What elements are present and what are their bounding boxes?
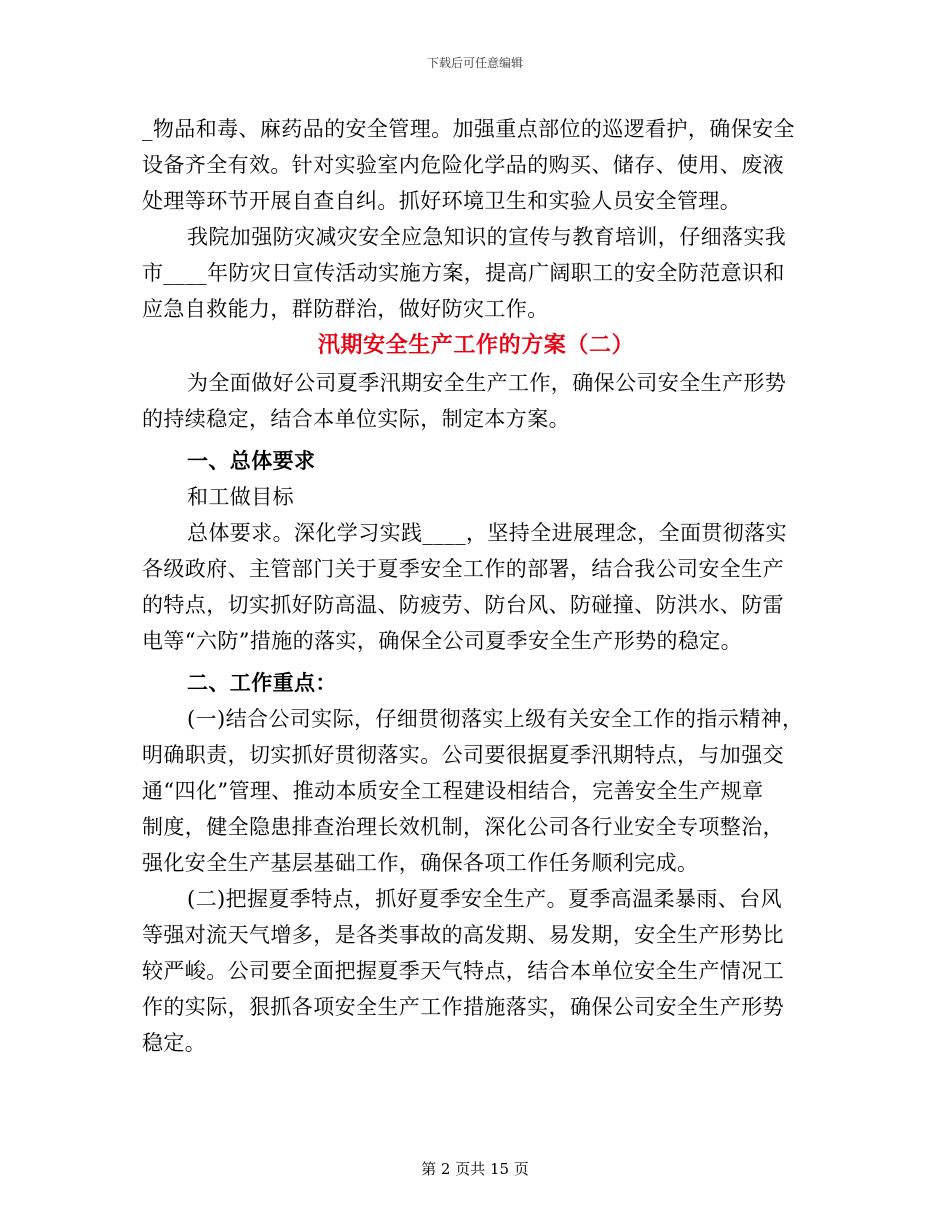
heading-work-focus: 二、工作重点： xyxy=(187,670,337,695)
page-footer: 第 2 页共 15 页 xyxy=(421,1160,529,1178)
text-line: (二)把握夏季特点，抓好夏季安全生产。夏季高温柔暴雨、台风 xyxy=(187,887,782,911)
text-line: 制度，健全隐患排查治理长效机制，深化公司各行业安全专项整治， xyxy=(142,815,784,839)
text-line: 作的实际，狠抓各项安全生产工作措施落实，确保公司安全生产形势 xyxy=(142,995,784,1019)
page-header: 下载后可任意编辑 xyxy=(426,56,523,70)
text-line: 明确职责，切实抓好贯彻落实。公司要很据夏季汛期特点，与加强交 xyxy=(142,743,784,767)
subheading-goals: 和工做目标 xyxy=(187,485,294,509)
text-line: 较严峻。公司要全面把握夏季天气特点，结合本单位安全生产情况工 xyxy=(142,959,784,983)
text-line: 总体要求。深化学习实践____，坚持全进展理念，全面贯彻落实 xyxy=(187,521,787,545)
text-line: 设备齐全有效。针对实验室内危险化学品的购买、储存、使用、废液 xyxy=(142,153,784,177)
text-line: 强化安全生产基层基础工作，确保各项工作任务顺利完成。 xyxy=(142,851,699,875)
text-line: 我院加强防灾减灾安全应急知识的宣传与教育培训，仔细落实我 xyxy=(187,225,787,249)
text-line: 应急自救能力，群防群治，做好防灾工作。 xyxy=(142,297,549,321)
document-body xyxy=(142,111,810,1061)
paragraph-disaster-prevention xyxy=(142,219,810,327)
paragraph-intro xyxy=(142,365,810,437)
text-line: 为全面做好公司夏季汛期安全生产工作，确保公司安全生产形势 xyxy=(187,371,787,395)
section-title: 汛期安全生产工作的方案（二） xyxy=(317,332,635,358)
text-line: 通“四化”管理、推动本质安全工程建设相结合，完善安全生产规章 xyxy=(142,779,764,803)
heading-general-requirements: 一、总体要求 xyxy=(187,448,316,473)
text-line: 市____年防灾日宣传活动实施方案，提高广阔职工的安全防范意识和 xyxy=(142,261,785,285)
text-line: (一)结合公司实际，仔细贯彻落实上级有关安全工作的指示精神， xyxy=(187,707,804,731)
text-line: 的持续稳定，结合本单位实际，制定本方案。 xyxy=(142,407,570,431)
paragraph-focus-one xyxy=(142,701,810,881)
paragraph-general-requirements xyxy=(142,515,810,659)
text-line: 各级政府、主管部门关于夏季安全工作的部署，结合我公司安全生产 xyxy=(142,557,784,581)
text-line: 稳定。 xyxy=(142,1031,207,1055)
text-line: 电等“六防”措施的落实，确保全公司夏季安全生产形势的稳定。 xyxy=(142,629,743,653)
paragraph-lab-safety xyxy=(142,111,810,219)
text-line: 处理等环节开展自查自纠。抓好环境卫生和实验人员安全管理。 xyxy=(142,189,742,213)
text-line: 的特点，切实抓好防高温、防疲劳、防台风、防碰撞、防洪水、防雷 xyxy=(142,593,784,617)
text-line: 等强对流天气增多，是各类事故的高发期、易发期，安全生产形势比 xyxy=(142,923,784,947)
paragraph-focus-two xyxy=(142,881,810,1061)
text-line: _物品和毒、麻药品的安全管理。加强重点部位的巡逻看护，确保安全 xyxy=(142,117,795,141)
